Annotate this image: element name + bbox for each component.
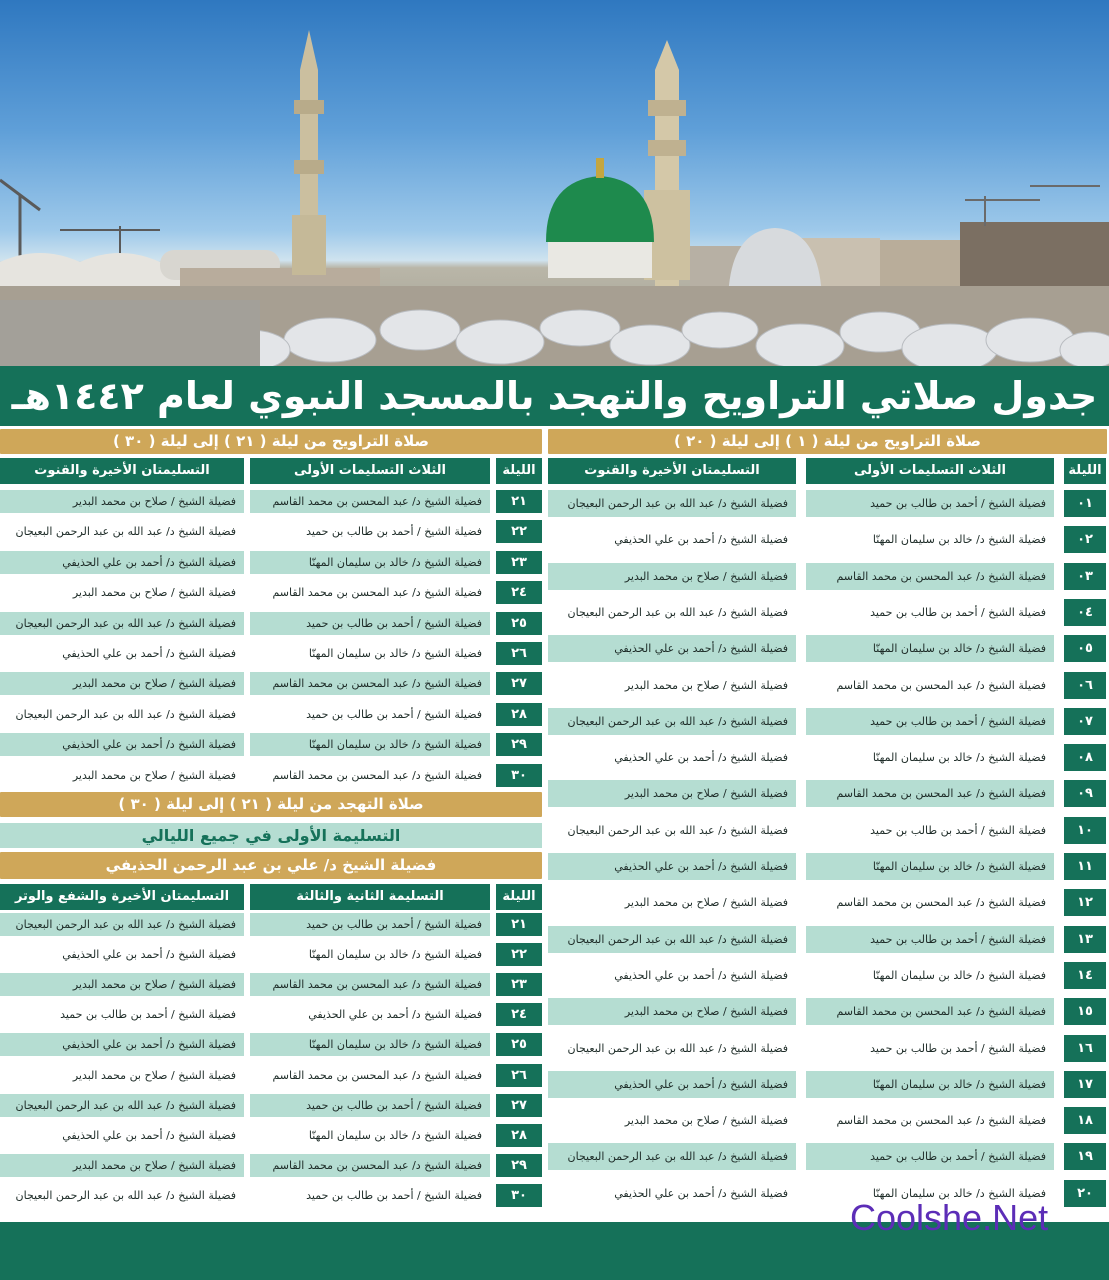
night-number: ١٩ xyxy=(1064,1143,1106,1170)
last-imam-cell: فضيلة الشيخ د/ أحمد بن علي الحذيفي xyxy=(548,1071,796,1098)
tarawih-21-30-heading: صلاة التراويح من ليلة ( ٢١ ) إلى ليلة ( ٣٠ ) xyxy=(0,429,542,454)
last-imam-cell: فضيلة الشيخ د/ عبد الله بن عبد الرحمن البعيجان xyxy=(567,1041,788,1055)
column-header-night: الليلة xyxy=(1064,458,1106,484)
first-imam-cell: فضيلة الشيخ د/ خالد بن سليمان المهنّا xyxy=(250,1033,490,1056)
tahajjud-imam: فضيلة الشيخ د/ علي بن عبد الرحمن الحذيفي xyxy=(0,852,542,879)
last-imam-cell: فضيلة الشيخ د/ عبد الله بن عبد الرحمن البعيجان xyxy=(567,823,788,837)
first-imam-cell: فضيلة الشيخ / أحمد بن طالب بن حميد xyxy=(250,913,490,936)
last-imam-cell: فضيلة الشيخ د/ عبد الله بن عبد الرحمن البعيجان xyxy=(567,605,788,619)
night-number: ١٠ xyxy=(1064,817,1106,844)
night-number: ٠٢ xyxy=(1064,526,1106,553)
first-imam-cell: فضيلة الشيخ د/ خالد بن سليمان المهنّا xyxy=(872,1186,1046,1200)
night-number: ٢٦ xyxy=(496,1064,542,1087)
night-number: ٢٢ xyxy=(496,520,542,543)
night-number: ٢٥ xyxy=(496,1033,542,1056)
night-number: ٢٠ xyxy=(1064,1180,1106,1207)
page-title: جدول صلاتي التراويح والتهجد بالمسجد النبوي لعام ١٤٤٢هـ xyxy=(0,366,1109,426)
first-imam-cell: فضيلة الشيخ د/ أحمد بن علي الحذيفي xyxy=(308,1008,482,1022)
last-imam-cell: فضيلة الشيخ د/ أحمد بن علي الحذيفي xyxy=(0,1033,244,1056)
first-imam-cell: فضيلة الشيخ د/ خالد بن سليمان المهنّا xyxy=(806,635,1054,662)
night-number: ٢٦ xyxy=(496,642,542,665)
night-number: ٠٣ xyxy=(1064,563,1106,590)
night-number: ٠٩ xyxy=(1064,780,1106,807)
tarawih-1-20-heading: صلاة التراويح من ليلة ( ١ ) إلى ليلة ( ٢٠ ) xyxy=(548,429,1107,454)
last-imam-cell: فضيلة الشيخ د/ أحمد بن علي الحذيفي xyxy=(0,551,244,574)
first-imam-cell: فضيلة الشيخ / أحمد بن طالب بن حميد xyxy=(250,612,490,635)
last-imam-cell: فضيلة الشيخ د/ عبد الله بن عبد الرحمن البعيجان xyxy=(548,926,796,953)
tahajjud-heading: صلاة التهجد من ليلة ( ٢١ ) إلى ليلة ( ٣٠ ) xyxy=(0,792,542,817)
first-imam-cell: فضيلة الشيخ د/ خالد بن سليمان المهنّا xyxy=(308,647,482,660)
night-number: ٢١ xyxy=(496,490,542,513)
first-imam-cell: فضيلة الشيخ د/ عبد المحسن بن محمد القاسم xyxy=(272,768,482,782)
last-imam-cell: فضيلة الشيخ د/ أحمد بن علي الحذيفي xyxy=(0,733,244,756)
night-number: ٠٥ xyxy=(1064,635,1106,662)
first-imam-cell: فضيلة الشيخ / أحمد بن طالب بن حميد xyxy=(806,926,1054,953)
watermark: Coolshe.Net xyxy=(850,1197,1049,1238)
last-imam-cell: فضيلة الشيخ د/ عبد الله بن عبد الرحمن البعيجان xyxy=(548,490,796,517)
night-number: ٠٦ xyxy=(1064,672,1106,699)
night-number: ١٦ xyxy=(1064,1035,1106,1062)
column-header-night: الليلة xyxy=(496,458,542,484)
last-imam-cell: فضيلة الشيخ / صلاح بن محمد البدير xyxy=(0,1154,244,1177)
first-imam-cell: فضيلة الشيخ / أحمد بن طالب بن حميد xyxy=(806,708,1054,735)
night-number: ٢٩ xyxy=(496,1154,542,1177)
last-imam-cell: فضيلة الشيخ / صلاح بن محمد البدير xyxy=(0,973,244,996)
last-imam-cell: فضيلة الشيخ د/ عبد الله بن عبد الرحمن البعيجان xyxy=(0,913,244,936)
night-number: ٢٨ xyxy=(496,1124,542,1147)
tahajjud-first-taslima: التسليمة الأولى في جميع الليالي xyxy=(0,823,542,848)
last-imam-cell: فضيلة الشيخ د/ أحمد بن علي الحذيفي xyxy=(548,635,796,662)
night-number: ٠٨ xyxy=(1064,744,1106,771)
night-number: ١٥ xyxy=(1064,998,1106,1025)
first-imam-cell: فضيلة الشيخ د/ خالد بن سليمان المهنّا xyxy=(872,533,1046,547)
column-header-last: التسليمتان الأخيرة والقنوت xyxy=(548,458,796,484)
first-imam-cell: فضيلة الشيخ / أحمد بن طالب بن حميد xyxy=(870,1041,1046,1055)
first-imam-cell: فضيلة الشيخ / أحمد بن طالب بن حميد xyxy=(306,707,482,721)
last-imam-cell: فضيلة الشيخ د/ أحمد بن علي الحذيفي xyxy=(62,948,236,962)
first-imam-cell: فضيلة الشيخ د/ عبد المحسن بن محمد القاسم xyxy=(836,1114,1046,1128)
night-number: ٢٤ xyxy=(496,581,542,604)
night-number: ٢٨ xyxy=(496,703,542,726)
night-number: ٠١ xyxy=(1064,490,1106,517)
last-imam-cell: فضيلة الشيخ د/ عبد الله بن عبد الرحمن البعيجان xyxy=(0,612,244,635)
last-imam-cell: فضيلة الشيخ / صلاح بن محمد البدير xyxy=(72,768,236,782)
first-imam-cell: فضيلة الشيخ د/ عبد المحسن بن محمد القاسم xyxy=(250,672,490,695)
night-number: ١٣ xyxy=(1064,926,1106,953)
first-imam-cell: فضيلة الشيخ د/ خالد بن سليمان المهنّا xyxy=(806,853,1054,880)
last-imam-cell: فضيلة الشيخ / صلاح بن محمد البدير xyxy=(624,678,788,692)
first-imam-cell: فضيلة الشيخ د/ عبد المحسن بن محمد القاسم xyxy=(250,1154,490,1177)
night-number: ٢٣ xyxy=(496,551,542,574)
last-imam-cell: فضيلة الشيخ / صلاح بن محمد البدير xyxy=(0,672,244,695)
first-imam-cell: فضيلة الشيخ / أحمد بن طالب بن حميد xyxy=(870,823,1046,837)
last-imam-cell: فضيلة الشيخ د/ أحمد بن علي الحذيفي xyxy=(62,1128,236,1142)
first-imam-cell: فضيلة الشيخ د/ عبد المحسن بن محمد القاسم xyxy=(272,586,482,600)
night-number: ٢٣ xyxy=(496,973,542,996)
first-imam-cell: فضيلة الشيخ د/ عبد المحسن بن محمد القاسم xyxy=(272,1068,482,1082)
night-number: ٢٧ xyxy=(496,672,542,695)
last-imam-cell: فضيلة الشيخ د/ عبد الله بن عبد الرحمن البعيجان xyxy=(15,1188,236,1202)
first-imam-cell: فضيلة الشيخ د/ خالد بن سليمان المهنّا xyxy=(872,968,1046,982)
last-imam-cell: فضيلة الشيخ / صلاح بن محمد البدير xyxy=(548,998,796,1025)
first-imam-cell: فضيلة الشيخ د/ عبد المحسن بن محمد القاسم xyxy=(836,896,1046,910)
first-imam-cell: فضيلة الشيخ / أحمد بن طالب بن حميد xyxy=(806,1143,1054,1170)
last-imam-cell: فضيلة الشيخ د/ عبد الله بن عبد الرحمن البعيجان xyxy=(0,1094,244,1117)
first-imam-cell: فضيلة الشيخ / أحمد بن طالب بن حميد xyxy=(806,490,1054,517)
night-number: ٢٩ xyxy=(496,733,542,756)
first-imam-cell: فضيلة الشيخ د/ خالد بن سليمان المهنّا xyxy=(308,1128,482,1142)
last-imam-cell: فضيلة الشيخ / أحمد بن طالب بن حميد xyxy=(60,1008,236,1022)
last-imam-cell: فضيلة الشيخ د/ عبد الله بن عبد الرحمن البعيجان xyxy=(548,1143,796,1170)
last-imam-cell: فضيلة الشيخ / صلاح بن محمد البدير xyxy=(72,1068,236,1082)
last-imam-cell: فضيلة الشيخ د/ عبد الله بن عبد الرحمن البعيجان xyxy=(15,525,236,539)
night-number: ١٨ xyxy=(1064,1107,1106,1134)
night-number: ٣٠ xyxy=(496,764,542,787)
last-imam-cell: فضيلة الشيخ د/ عبد الله بن عبد الرحمن البعيجان xyxy=(15,707,236,721)
last-imam-cell: فضيلة الشيخ / صلاح بن محمد البدير xyxy=(72,586,236,600)
night-number: ٠٧ xyxy=(1064,708,1106,735)
column-header-last: التسليمتان الأخيرة والشفع والوتر xyxy=(0,884,244,910)
night-number: ٢٧ xyxy=(496,1094,542,1117)
first-imam-cell: فضيلة الشيخ د/ خالد بن سليمان المهنّا xyxy=(872,751,1046,765)
first-imam-cell: فضيلة الشيخ د/ عبد المحسن بن محمد القاسم xyxy=(250,490,490,513)
last-imam-cell: فضيلة الشيخ د/ أحمد بن علي الحذيفي xyxy=(614,751,788,765)
night-number: ٠٤ xyxy=(1064,599,1106,626)
column-header-last: التسليمتان الأخيرة والقنوت xyxy=(0,458,244,484)
column-header-first: الثلاث التسليمات الأولى xyxy=(250,458,490,484)
column-header-night: الليلة xyxy=(496,884,542,910)
night-number: ٢٥ xyxy=(496,612,542,635)
first-imam-cell: فضيلة الشيخ د/ خالد بن سليمان المهنّا xyxy=(250,551,490,574)
night-number: ٢١ xyxy=(496,913,542,936)
last-imam-cell: فضيلة الشيخ / صلاح بن محمد البدير xyxy=(624,1114,788,1128)
last-imam-cell: فضيلة الشيخ / صلاح بن محمد البدير xyxy=(548,563,796,590)
last-imam-cell: فضيلة الشيخ / صلاح بن محمد البدير xyxy=(548,780,796,807)
first-imam-cell: فضيلة الشيخ د/ عبد المحسن بن محمد القاسم xyxy=(806,780,1054,807)
first-imam-cell: فضيلة الشيخ د/ عبد المحسن بن محمد القاسم xyxy=(806,998,1054,1025)
first-imam-cell: فضيلة الشيخ د/ عبد المحسن بن محمد القاسم xyxy=(836,678,1046,692)
first-imam-cell: فضيلة الشيخ د/ خالد بن سليمان المهنّا xyxy=(806,1071,1054,1098)
column-header-first: الثلاث التسليمات الأولى xyxy=(806,458,1054,484)
night-number: ٣٠ xyxy=(496,1184,542,1207)
first-imam-cell: فضيلة الشيخ / أحمد بن طالب بن حميد xyxy=(870,605,1046,619)
night-number: ١٤ xyxy=(1064,962,1106,989)
last-imam-cell: فضيلة الشيخ / صلاح بن محمد البدير xyxy=(0,490,244,513)
first-imam-cell: فضيلة الشيخ / أحمد بن طالب بن حميد xyxy=(306,525,482,539)
first-imam-cell: فضيلة الشيخ / أحمد بن طالب بن حميد xyxy=(250,1094,490,1117)
night-number: ١٢ xyxy=(1064,889,1106,916)
night-number: ١١ xyxy=(1064,853,1106,880)
night-number: ٢٤ xyxy=(496,1003,542,1026)
night-number: ١٧ xyxy=(1064,1071,1106,1098)
last-imam-cell: فضيلة الشيخ د/ أحمد بن علي الحذيفي xyxy=(614,533,788,547)
column-header-first: التسليمة الثانية والثالثة xyxy=(250,884,490,910)
first-imam-cell: فضيلة الشيخ د/ خالد بن سليمان المهنّا xyxy=(308,948,482,962)
last-imam-cell: فضيلة الشيخ د/ أحمد بن علي الحذيفي xyxy=(614,1186,788,1200)
header-photo xyxy=(0,0,1109,372)
night-number: ٢٢ xyxy=(496,943,542,966)
first-imam-cell: فضيلة الشيخ / أحمد بن طالب بن حميد xyxy=(306,1188,482,1202)
mosque-illustration xyxy=(0,0,1109,372)
last-imam-cell: فضيلة الشيخ د/ أحمد بن علي الحذيفي xyxy=(614,968,788,982)
first-imam-cell: فضيلة الشيخ د/ عبد المحسن بن محمد القاسم xyxy=(250,973,490,996)
last-imam-cell: فضيلة الشيخ د/ أحمد بن علي الحذيفي xyxy=(548,853,796,880)
last-imam-cell: فضيلة الشيخ / صلاح بن محمد البدير xyxy=(624,896,788,910)
last-imam-cell: فضيلة الشيخ د/ عبد الله بن عبد الرحمن البعيجان xyxy=(548,708,796,735)
first-imam-cell: فضيلة الشيخ د/ خالد بن سليمان المهنّا xyxy=(250,733,490,756)
first-imam-cell: فضيلة الشيخ د/ عبد المحسن بن محمد القاسم xyxy=(806,563,1054,590)
last-imam-cell: فضيلة الشيخ د/ أحمد بن علي الحذيفي xyxy=(62,647,236,660)
